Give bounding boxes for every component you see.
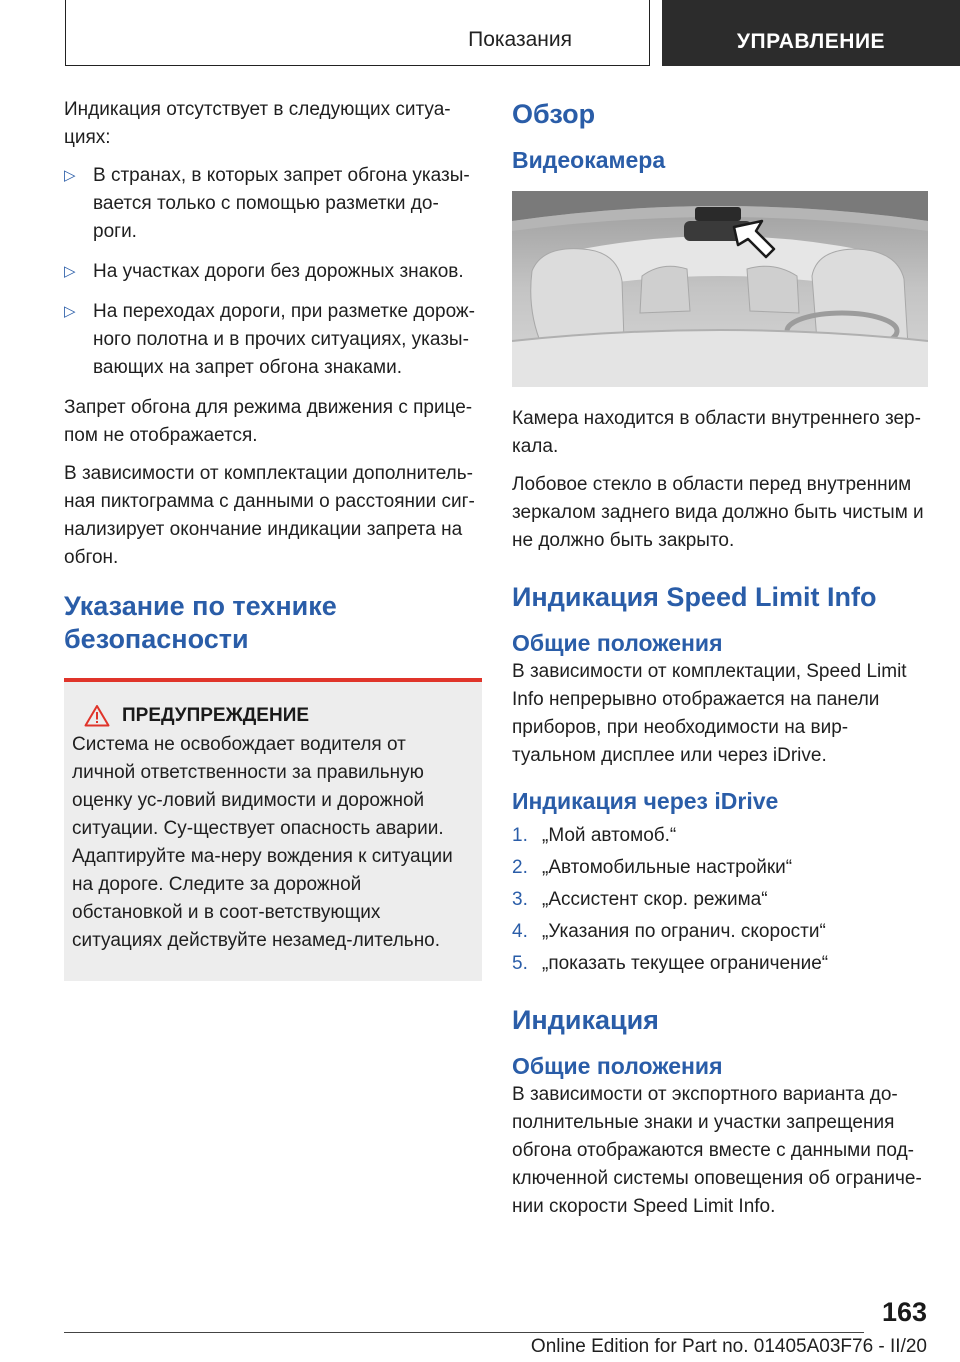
windshield-paragraph: Лобовое стекло в области перед внутренним зеркалом заднего вида должно быть чистым и не должно быть закрыто. — [512, 474, 924, 551]
step-text: „показать текущее ограничение“ — [542, 953, 829, 974]
trailer-paragraph: Запрет обгона для режима движения с прице-пом не отображается. — [64, 397, 473, 446]
general2-paragraph: В зависимости от экспортного варианта до-полнительные знаки и участки запрещения обгона отображаются вместе с данными под-ключенной системы оповещения об ограниче-нии скорости Speed Limit Info. — [512, 1084, 922, 1217]
header-chapter-label: УПРАВЛЕНИЕ — [736, 30, 886, 53]
camera-location-illustration — [512, 191, 928, 387]
camera-location-paragraph: Камера находится в области внутреннего зер-кала. — [512, 408, 921, 457]
list-item — [512, 886, 928, 914]
safety-heading: Указание по технике безопасности — [64, 591, 337, 654]
list-item-text: На переходах дороги, при разметке дорож-ного полотна и в прочих ситуациях, указы-вающих на запрет обгона знаками. — [93, 301, 475, 378]
overview-heading: Обзор — [512, 99, 596, 129]
warning-title: ПРЕДУПРЕЖДЕНИЕ — [122, 704, 310, 726]
list-item — [512, 950, 928, 978]
camera-heading: Видеокамера — [512, 147, 666, 173]
right-column — [512, 96, 928, 1231]
car-interior-image — [512, 191, 928, 387]
list-item — [512, 854, 928, 882]
step-number: 4. — [512, 921, 528, 942]
step-number: 1. — [512, 825, 528, 846]
step-text: „Мой автомоб.“ — [542, 825, 677, 846]
step-number: 3. — [512, 889, 528, 910]
triangle-bullet-icon: ▷ — [64, 167, 76, 184]
header-chapter-tab — [662, 0, 960, 66]
footer-divider — [64, 1332, 864, 1333]
list-item — [64, 162, 482, 246]
general2-heading: Общие положения — [512, 1053, 723, 1079]
list-item — [64, 258, 482, 286]
list-item — [512, 822, 928, 850]
intro-paragraph: Индикация отсутствует в следующих ситуа-циях: — [64, 99, 451, 148]
idrive-heading: Индикация через iDrive — [512, 788, 779, 814]
list-item — [512, 918, 928, 946]
warning-triangle-icon — [84, 704, 110, 727]
page-number: 163 — [881, 1297, 927, 1327]
exception-list — [64, 162, 482, 382]
list-item-text: На участках дороги без дорожных знаков. — [93, 261, 464, 282]
speed-limit-info-heading: Индикация Speed Limit Info — [512, 582, 877, 612]
list-item-text: В странах, в которых запрет обгона указы-вается только с помощью разметки до-роги. — [93, 165, 470, 242]
warning-title-row — [72, 704, 474, 727]
step-number: 5. — [512, 953, 528, 974]
idrive-steps-list — [512, 822, 928, 978]
step-number: 2. — [512, 857, 528, 878]
footer-edition: Online Edition for Part no. 01405A03F76 - II/20 — [530, 1336, 927, 1357]
step-text: „Ассистент скор. режима“ — [542, 889, 768, 910]
general-heading: Общие положения — [512, 630, 723, 656]
general-paragraph: В зависимости от комплектации, Speed Limit Info непрерывно отображается на панели приборов, при необходимости на вир-туальном дисплее или через iDrive. — [512, 661, 907, 766]
triangle-bullet-icon: ▷ — [64, 263, 76, 280]
step-text: „Указания по огранич. скорости“ — [542, 921, 826, 942]
list-item — [64, 298, 482, 382]
left-column — [64, 96, 482, 981]
step-text: „Автомобильные настройки“ — [542, 857, 793, 878]
display-heading: Индикация — [512, 1005, 659, 1035]
warning-text: Система не освобождает водителя от личной ответственности за правильную оценку ус-ловий видимости и дорожной ситуации. Су-ществует опасность аварии. Адаптируйте ма-неру вождения к ситуации на дороге. Следите за дорожной обстановкой и в соот-ветствующих ситуациях действуйте незамед-лительно. — [72, 734, 453, 951]
warning-box — [64, 678, 482, 981]
header-section-title: Показания — [468, 28, 572, 51]
triangle-bullet-icon: ▷ — [64, 303, 76, 320]
distance-pictogram-paragraph: В зависимости от комплектации дополнитель-ная пиктограмма с данными о расстоянии сиг-нализирует окончание индикации запрета на обгон. — [64, 463, 475, 568]
